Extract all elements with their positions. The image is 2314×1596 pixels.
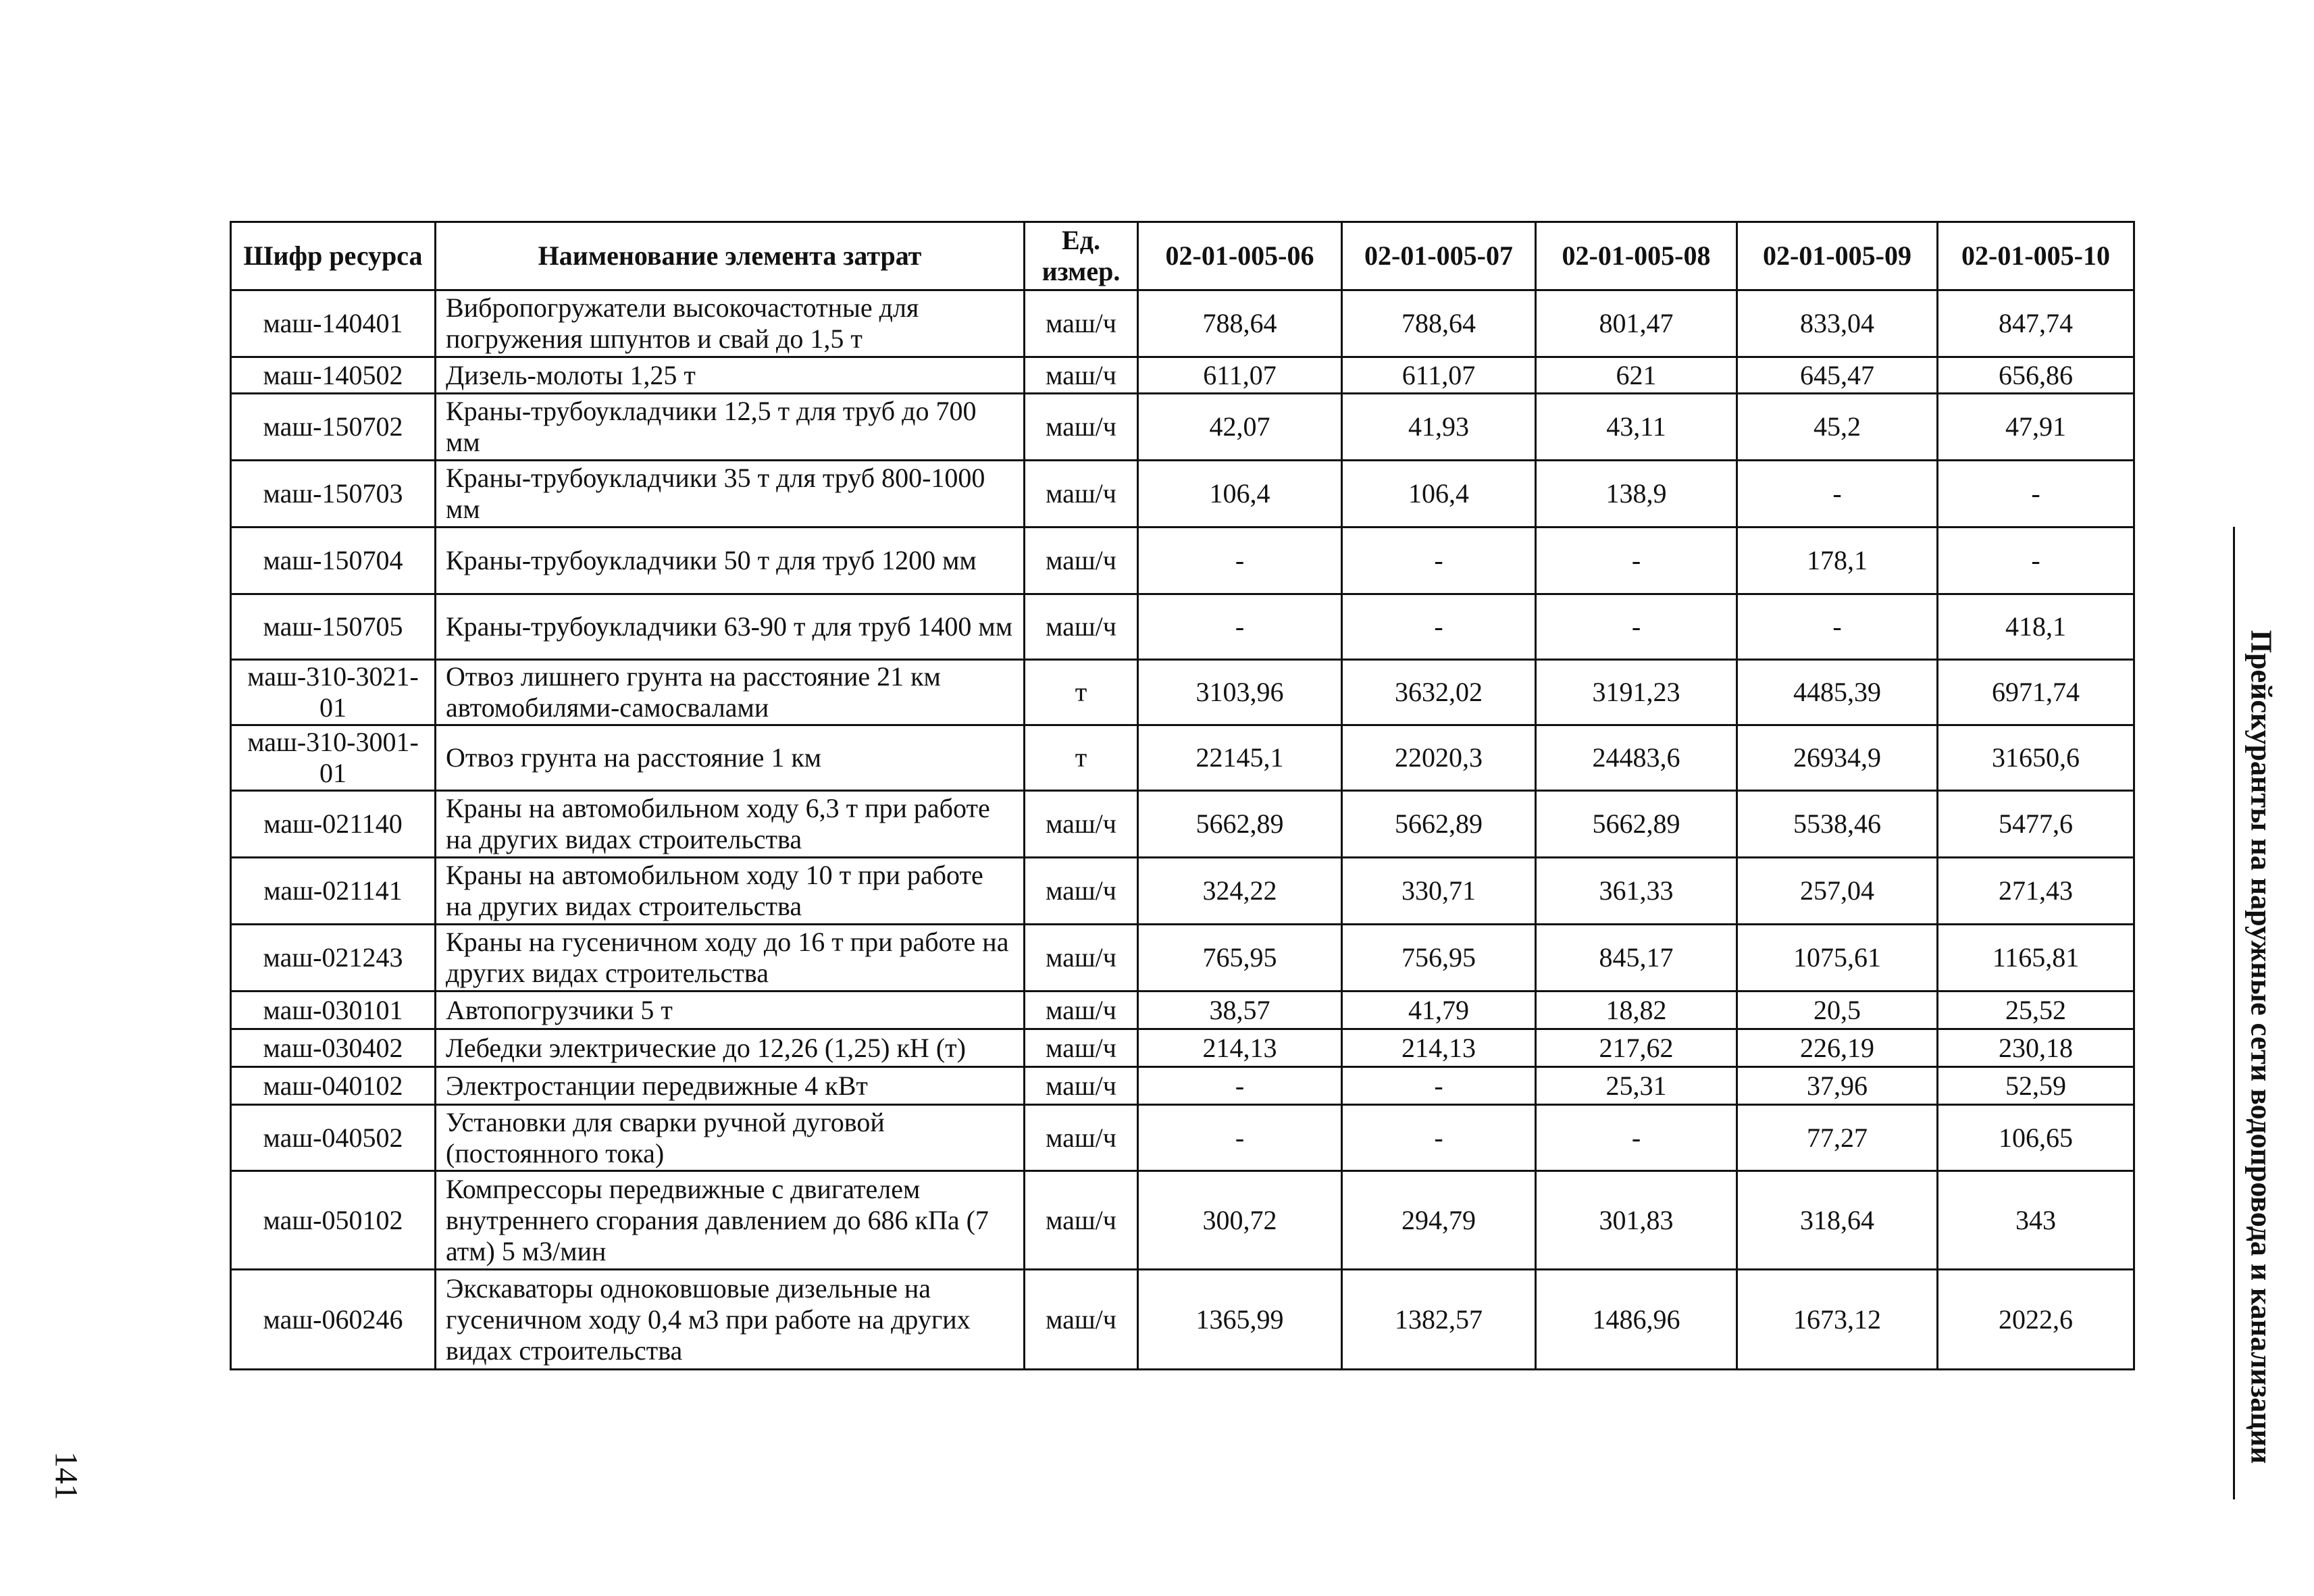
resource-unit: т [1025, 660, 1138, 725]
value-col5: 230,18 [1938, 1029, 2134, 1067]
value-col1: 38,57 [1138, 992, 1342, 1029]
resource-code: маш-150705 [231, 594, 436, 660]
resource-name: Краны-трубоукладчики 50 т для труб 1200 мм [436, 527, 1025, 594]
value-col2: 41,93 [1342, 394, 1536, 461]
resource-name: Компрессоры передвижные с двигателем внутреннего сгорания давлением до 686 кПа (7 атм) 5 м3/мин [436, 1171, 1025, 1270]
resource-name: Краны на гусеничном ходу до 16 т при работе на других видах строительства [436, 925, 1025, 992]
resource-unit: маш/ч [1025, 1029, 1138, 1067]
value-col1: - [1138, 1067, 1342, 1105]
value-col2: 214,13 [1342, 1029, 1536, 1067]
value-col5: 25,52 [1938, 992, 2134, 1029]
table-row [231, 1270, 2134, 1370]
value-col1: 300,72 [1138, 1171, 1342, 1270]
value-col1: 324,22 [1138, 858, 1342, 925]
resource-code: маш-040502 [231, 1105, 436, 1171]
table-row [231, 660, 2134, 725]
value-col4: - [1737, 461, 1938, 527]
value-col1: 106,4 [1138, 461, 1342, 527]
resource-unit: маш/ч [1025, 992, 1138, 1029]
value-col2: - [1342, 594, 1536, 660]
value-col1: - [1138, 527, 1342, 594]
resource-name: Автопогрузчики 5 т [436, 992, 1025, 1029]
value-col4: 645,47 [1737, 357, 1938, 394]
resource-unit: маш/ч [1025, 858, 1138, 925]
value-col4: 5538,46 [1737, 791, 1938, 858]
table-row [231, 925, 2134, 992]
header-unit: Ед. измер. [1025, 222, 1138, 290]
value-col4: 77,27 [1737, 1105, 1938, 1171]
resource-code: маш-021140 [231, 791, 436, 858]
value-col3: 3191,23 [1536, 660, 1737, 725]
value-col3: 24483,6 [1536, 725, 1737, 791]
value-col3: 1486,96 [1536, 1270, 1737, 1370]
resource-unit: маш/ч [1025, 1105, 1138, 1171]
value-col3: 301,83 [1536, 1171, 1737, 1270]
value-col2: 788,64 [1342, 290, 1536, 357]
value-col5: - [1938, 461, 2134, 527]
table-body [231, 290, 2134, 1370]
resource-code: маш-040102 [231, 1067, 436, 1105]
resource-name: Экскаваторы одноковшовые дизельные на гусеничном ходу 0,4 м3 при работе на других видах строительства [436, 1270, 1025, 1370]
resource-code: маш-150704 [231, 527, 436, 594]
resource-unit: маш/ч [1025, 1067, 1138, 1105]
resource-code: маш-140502 [231, 357, 436, 394]
value-col5: 5477,6 [1938, 791, 2134, 858]
resource-unit: маш/ч [1025, 357, 1138, 394]
table-row [231, 725, 2134, 791]
resource-unit: маш/ч [1025, 925, 1138, 992]
table-row [231, 1029, 2134, 1067]
value-col2: 5662,89 [1342, 791, 1536, 858]
header-col2: 02-01-005-07 [1342, 222, 1536, 290]
value-col4: 226,19 [1737, 1029, 1938, 1067]
value-col1: 5662,89 [1138, 791, 1342, 858]
value-col4: 26934,9 [1737, 725, 1938, 791]
page-number-text: 141 [48, 1451, 84, 1500]
value-col3: 25,31 [1536, 1067, 1737, 1105]
value-col4: 45,2 [1737, 394, 1938, 461]
value-col5: 418,1 [1938, 594, 2134, 660]
value-col3: - [1536, 527, 1737, 594]
resource-code: маш-310-3001-01 [231, 725, 436, 791]
resource-code: маш-030101 [231, 992, 436, 1029]
table-row [231, 1067, 2134, 1105]
value-col5: 271,43 [1938, 858, 2134, 925]
value-col4: 20,5 [1737, 992, 1938, 1029]
table-row [231, 357, 2134, 394]
value-col1: 22145,1 [1138, 725, 1342, 791]
value-col2: 106,4 [1342, 461, 1536, 527]
table-row [231, 1171, 2134, 1270]
resource-unit: маш/ч [1025, 594, 1138, 660]
resource-unit: маш/ч [1025, 394, 1138, 461]
value-col3: 18,82 [1536, 992, 1737, 1029]
header-col3: 02-01-005-08 [1536, 222, 1737, 290]
value-col4: 1673,12 [1737, 1270, 1938, 1370]
value-col2: 41,79 [1342, 992, 1536, 1029]
header-col4: 02-01-005-09 [1737, 222, 1938, 290]
resource-name: Дизель-молоты 1,25 т [436, 357, 1025, 394]
value-col1: 765,95 [1138, 925, 1342, 992]
resource-code: маш-030402 [231, 1029, 436, 1067]
value-col2: 294,79 [1342, 1171, 1536, 1270]
resource-name: Краны-трубоукладчики 63-90 т для труб 1400 мм [436, 594, 1025, 660]
value-col5: 47,91 [1938, 394, 2134, 461]
value-col3: 5662,89 [1536, 791, 1737, 858]
resource-unit: маш/ч [1025, 461, 1138, 527]
value-col1: 1365,99 [1138, 1270, 1342, 1370]
resource-name: Краны-трубоукладчики 12,5 т для труб до 700 мм [436, 394, 1025, 461]
value-col4: 37,96 [1737, 1067, 1938, 1105]
value-col2: 1382,57 [1342, 1270, 1536, 1370]
value-col3: 138,9 [1536, 461, 1737, 527]
resource-unit: маш/ч [1025, 527, 1138, 594]
side-title-rule [2233, 527, 2235, 1499]
value-col4: 257,04 [1737, 858, 1938, 925]
resource-unit: маш/ч [1025, 1171, 1138, 1270]
value-col1: - [1138, 1105, 1342, 1171]
header-name: Наименование элемента затрат [436, 222, 1025, 290]
resource-unit: маш/ч [1025, 1270, 1138, 1370]
value-col3: 43,11 [1536, 394, 1737, 461]
rates-table [230, 221, 2135, 1370]
value-col2: 611,07 [1342, 357, 1536, 394]
value-col1: 42,07 [1138, 394, 1342, 461]
resource-name: Краны на автомобильном ходу 10 т при работе на других видах строительства [436, 858, 1025, 925]
value-col5: 847,74 [1938, 290, 2134, 357]
resource-name: Электростанции передвижные 4 кВт [436, 1067, 1025, 1105]
value-col4: 833,04 [1737, 290, 1938, 357]
value-col3: 217,62 [1536, 1029, 1737, 1067]
value-col5: 343 [1938, 1171, 2134, 1270]
resource-code: маш-310-3021-01 [231, 660, 436, 725]
value-col2: 756,95 [1342, 925, 1536, 992]
table-row [231, 791, 2134, 858]
value-col1: - [1138, 594, 1342, 660]
value-col5: - [1938, 527, 2134, 594]
value-col4: 4485,39 [1737, 660, 1938, 725]
resource-unit: маш/ч [1025, 290, 1138, 357]
value-col4: 1075,61 [1737, 925, 1938, 992]
resource-name: Лебедки электрические до 12,26 (1,25) кН (т) [436, 1029, 1025, 1067]
resource-name: Вибропогружатели высокочастотные для погружения шпунтов и свай до 1,5 т [436, 290, 1025, 357]
resource-name: Отвоз грунта на расстояние 1 км [436, 725, 1025, 791]
value-col5: 2022,6 [1938, 1270, 2134, 1370]
table-row [231, 394, 2134, 461]
value-col1: 611,07 [1138, 357, 1342, 394]
table-row [231, 290, 2134, 357]
value-col1: 3103,96 [1138, 660, 1342, 725]
resource-code: маш-060246 [231, 1270, 436, 1370]
value-col2: - [1342, 1105, 1536, 1171]
value-col5: 106,65 [1938, 1105, 2134, 1171]
table-row [231, 594, 2134, 660]
header-col5: 02-01-005-10 [1938, 222, 2134, 290]
value-col4: 318,64 [1737, 1171, 1938, 1270]
value-col4: - [1737, 594, 1938, 660]
header-col1: 02-01-005-06 [1138, 222, 1342, 290]
side-title-text: Прейскуранты на наружные сети водопровода и канализации [2244, 629, 2278, 1464]
table-row [231, 461, 2134, 527]
value-col5: 656,86 [1938, 357, 2134, 394]
table-row [231, 992, 2134, 1029]
resource-code: маш-050102 [231, 1171, 436, 1270]
header-row [231, 222, 2134, 290]
value-col1: 788,64 [1138, 290, 1342, 357]
value-col5: 52,59 [1938, 1067, 2134, 1105]
value-col2: - [1342, 1067, 1536, 1105]
resource-code: маш-021141 [231, 858, 436, 925]
header-code: Шифр ресурса [231, 222, 436, 290]
value-col3: 621 [1536, 357, 1737, 394]
value-col2: - [1342, 527, 1536, 594]
value-col3: - [1536, 594, 1737, 660]
resource-unit: т [1025, 725, 1138, 791]
resource-code: маш-140401 [231, 290, 436, 357]
resource-name: Краны на автомобильном ходу 6,3 т при работе на других видах строительства [436, 791, 1025, 858]
value-col5: 6971,74 [1938, 660, 2134, 725]
table-header [231, 222, 2134, 290]
table-row [231, 858, 2134, 925]
value-col3: 361,33 [1536, 858, 1737, 925]
value-col2: 3632,02 [1342, 660, 1536, 725]
value-col2: 22020,3 [1342, 725, 1536, 791]
value-col5: 31650,6 [1938, 725, 2134, 791]
resource-unit: маш/ч [1025, 791, 1138, 858]
resource-name: Краны-трубоукладчики 35 т для труб 800-1000 мм [436, 461, 1025, 527]
table-row [231, 1105, 2134, 1171]
resource-name: Установки для сварки ручной дуговой (постоянного тока) [436, 1105, 1025, 1171]
value-col2: 330,71 [1342, 858, 1536, 925]
resource-code: маш-150703 [231, 461, 436, 527]
value-col1: 214,13 [1138, 1029, 1342, 1067]
resource-code: маш-021243 [231, 925, 436, 992]
value-col4: 178,1 [1737, 527, 1938, 594]
value-col3: 845,17 [1536, 925, 1737, 992]
value-col5: 1165,81 [1938, 925, 2134, 992]
resource-code: маш-150702 [231, 394, 436, 461]
table-row [231, 527, 2134, 594]
value-col3: 801,47 [1536, 290, 1737, 357]
value-col3: - [1536, 1105, 1737, 1171]
resource-name: Отвоз лишнего грунта на расстояние 21 км автомобилями-самосвалами [436, 660, 1025, 725]
